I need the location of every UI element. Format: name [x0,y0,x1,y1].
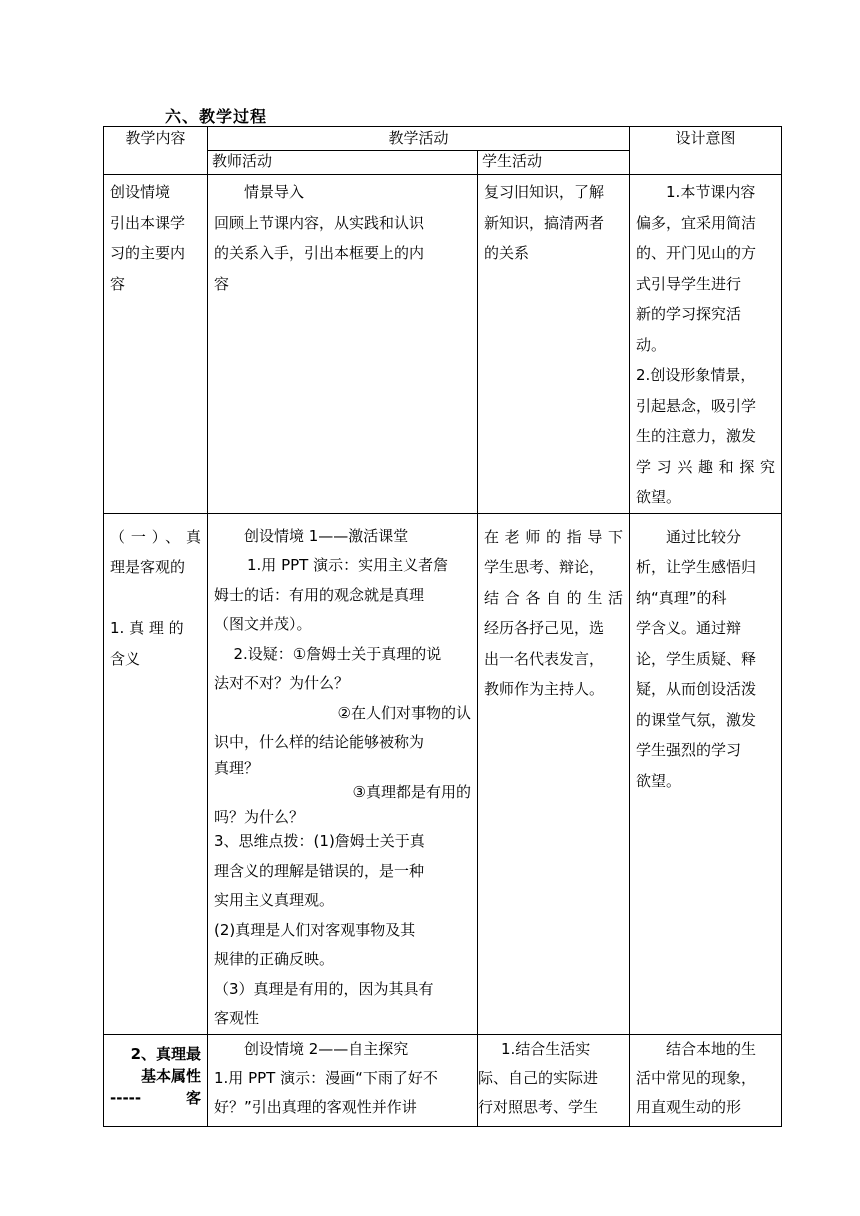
text-line: 基本属性 [140,1066,201,1085]
text-line: 疑，从而创设活泼 [636,680,757,698]
header-content: 教学内容 [104,127,208,175]
row1-teacher [208,175,478,514]
text-line: 容 [214,274,230,293]
text-line: 1.结合生活实 [501,1039,591,1058]
text-line: 的课堂气氛，激发 [636,710,757,729]
text-line: 1.用 PPT 演示：漫画“下雨了好不 [214,1068,438,1087]
text-line: 复习旧知识，了解 [484,183,605,201]
text-line: 新的学习探究活 [636,305,742,323]
row2-intent [630,513,782,1034]
text-line: 用直观生动的形 [636,1097,742,1116]
text-line: 学含义。通过辩 [636,619,742,637]
text-line: （3）真理是有用的，因为其具有 [214,979,434,998]
row3-intent [630,1034,782,1126]
text-line: 情景导入 [244,183,305,201]
text-line: 式引导学生进行 [636,274,742,293]
text-line: 新知识，搞清两者 [484,213,605,232]
text-line: 2.创设形象情景， [636,366,756,384]
row3-content [104,1034,208,1126]
text-line: 1. 真 理 的 [110,619,184,637]
text-line: 好？”引出真理的客观性并作讲 [214,1097,417,1116]
text-line: 识中，什么样的结论能够被称为 [214,733,425,751]
row3-student [478,1034,630,1126]
text-line: 经历各抒己见，选 [484,619,605,637]
text-line: 回顾上节课内容，从实践和认识 [214,213,425,232]
row2-content [104,513,208,1034]
text-line: 活中常见的现象， [636,1068,757,1087]
text-line: 学生强烈的学习 [636,741,742,759]
text-line: 结合各自的生活 [484,588,624,607]
text-line: 出一名代表发言， [484,649,605,668]
text-line: 学生思考、辩论， [484,558,605,576]
text-line: ----- 客 [110,1088,201,1107]
row2-teacher [208,513,478,1034]
text-line: 理是客观的 [110,558,186,576]
header-teacher: 教师活动 [208,151,478,175]
text-line: 1.本节课内容 [666,183,756,201]
text-line: 纳“真理”的科 [636,588,727,607]
text-line: 动。 [636,335,667,354]
text-line: (2)真理是人们对客观事物及其 [214,920,416,939]
text-line: 生的注意力，激发 [636,427,757,445]
text-line: 含义 [110,649,141,668]
row1-intent [630,175,782,514]
text-line: 客观性 [214,1009,260,1027]
text-line: （一）、真 [110,527,201,546]
text-line: 吗？为什么？ [214,808,305,826]
text-line: 1.用 PPT 演示：实用主义者詹 [247,556,449,574]
text-line: 姆士的话：有用的观念就是真理 [214,585,425,604]
text-line [110,583,201,614]
teaching-process-table [103,126,782,1127]
text-line: 容 [110,274,126,293]
text-line: 析，让学生感悟归 [636,558,757,576]
text-line: 际、自己的实际进 [478,1068,599,1087]
text-line: 2.设疑：①詹姆士关于真理的说 [233,644,442,663]
text-line: 引起悬念，吸引学 [636,396,757,415]
header-activity: 教学活动 [208,127,630,151]
text-line: 行对照思考、学生 [478,1097,599,1116]
text-line: 的关系 [484,244,530,262]
text-line: 欲望。 [636,488,682,506]
section-heading: 六、教学过程 [165,107,268,126]
text-line: 论，学生质疑、释 [636,649,757,668]
text-line: 欲望。 [636,771,682,790]
text-line: 实用主义真理观。 [214,891,335,909]
text-line: 理含义的理解是错误的，是一种 [214,861,425,880]
text-line: 学习兴趣和探究 [636,457,776,476]
text-line: ②在人们对事物的认 [337,703,471,722]
row3-teacher [208,1034,478,1126]
text-line: 3、思维点拨：(1)詹姆士关于真 [214,832,425,850]
row1-content [104,175,208,514]
text-line: 引出本课学 [110,213,186,232]
text-line: 的关系入手，引出本框要上的内 [214,244,425,262]
text-line: ③真理都是有用的 [352,782,471,801]
text-line: 结合本地的生 [666,1039,757,1058]
row1-student [478,175,630,514]
text-line: 在老师的指导下 [484,527,624,546]
row2-student [478,513,630,1034]
text-line: 通过比较分 [666,527,742,546]
header-intent: 设计意图 [630,127,782,175]
text-line: （图文并茂）。 [214,615,312,633]
text-line: 法对不对？为什么？ [214,674,350,692]
text-line: 教师作为主持人。 [484,680,605,698]
text-line: 的、开门见山的方 [636,244,757,262]
text-line: 创设情境 1——激活课堂 [244,526,409,545]
text-line: 创设情境 2——自主探究 [244,1039,409,1058]
text-line: 偏多，宜采用简洁 [636,213,757,232]
text-line: 2、真理最 [130,1044,201,1063]
text-line: 习的主要内 [110,244,186,262]
header-student: 学生活动 [478,151,630,175]
text-line: 规律的正确反映。 [214,950,335,968]
text-line: 创设情境 [110,183,171,201]
text-line: 真理？ [214,758,260,777]
